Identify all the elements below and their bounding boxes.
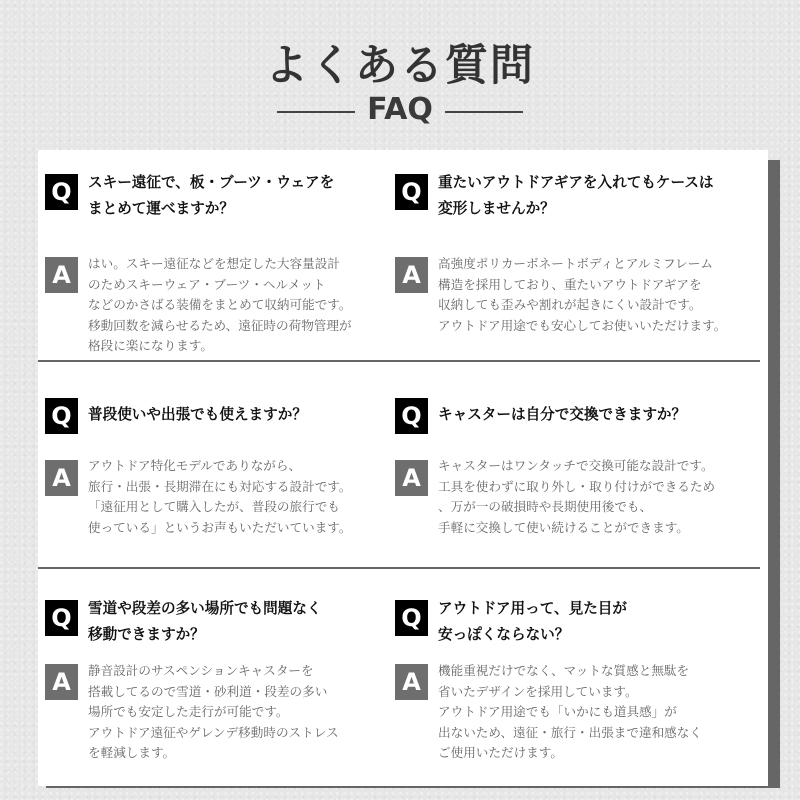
question-badge: Q	[395, 174, 428, 210]
subtitle-text: FAQ	[367, 92, 433, 127]
answer-text: キャスターはワンタッチで交換可能な設計です。 工具を使わずに取り外し・取り付けができるため 、万が一の破損時や長期使用後でも、 手軽に交換して使い続けることができます。	[438, 458, 716, 535]
faq-card	[38, 150, 768, 786]
question-badge: Q	[395, 600, 428, 636]
page-title: よくある質問	[265, 41, 535, 91]
faq-item-appearance	[395, 596, 755, 786]
faq-item-rough-terrain	[45, 596, 405, 786]
faq-item-durability	[395, 170, 755, 370]
answer-text: はい。スキー遠征などを想定した大容量設計 のためスキーウェア・ブーツ・ヘルメット などのかさばる装備をまとめて収納可能です。 移動回数を減らせるため、遠征時の荷物管理が 格段に楽になります。	[88, 256, 352, 353]
question-text: 重たいアウトドアギアを入れてもケースは 変形しませんか？	[438, 174, 714, 217]
question-badge: Q	[45, 174, 78, 210]
answer-badge: A	[45, 664, 78, 700]
subtitle-right-rule	[445, 111, 523, 113]
answer-badge: A	[395, 664, 428, 700]
row-divider	[38, 360, 760, 362]
faq-item-ski	[45, 170, 405, 370]
faq-header	[0, 0, 800, 150]
answer-text: アウトドア特化モデルでありながら、 旅行・出張・長期滞在にも対応する設計です。 「遠征用として購入したが、普段の旅行でも 使っている」というお声もいただいています。	[88, 458, 352, 535]
subtitle-left-rule	[277, 111, 355, 113]
answer-badge: A	[395, 257, 428, 293]
question-badge: Q	[45, 600, 78, 636]
answer-badge: A	[45, 460, 78, 496]
row-divider	[38, 567, 760, 569]
answer-badge: A	[395, 460, 428, 496]
answer-text: 高強度ポリカーボネートボディとアルミフレーム 構造を採用しており、重たいアウトドアギアを 収納しても歪みや割れが起きにくい設計です。 アウトドア用途でも安心してお使いいただけます。	[438, 256, 727, 333]
question-badge: Q	[45, 398, 78, 434]
answer-text: 静音設計のサスペンションキャスターを 搭載してるので雪道・砂利道・段差の多い 場所でも安定した走行が可能です。 アウトドア遠征やゲレンデ移動時のストレス を軽減します。	[88, 663, 339, 760]
answer-badge: A	[45, 257, 78, 293]
question-text: スキー遠征で、板・ブーツ・ウェアを まとめて運べますか？	[88, 174, 335, 217]
question-text: アウトドア用って、見た目が 安っぽくならない？	[438, 600, 627, 643]
answer-text: 機能重視だけでなく、マットな質感と無駄を 省いたデザインを採用しています。 アウトドア用途でも「いかにも道具感」が 出ないため、遠征・旅行・出張まで違和感なく ご使用いただけます。	[438, 663, 702, 760]
question-badge: Q	[395, 398, 428, 434]
question-text: 雪道や段差の多い場所でも問題なく 移動できますか？	[88, 600, 322, 643]
faq-item-casters	[395, 398, 755, 578]
question-text: キャスターは自分で交換できますか？	[438, 406, 687, 423]
faq-subtitle	[0, 92, 800, 132]
question-text: 普段使いや出張でも使えますか？	[88, 406, 307, 423]
faq-item-daily-use	[45, 398, 405, 578]
